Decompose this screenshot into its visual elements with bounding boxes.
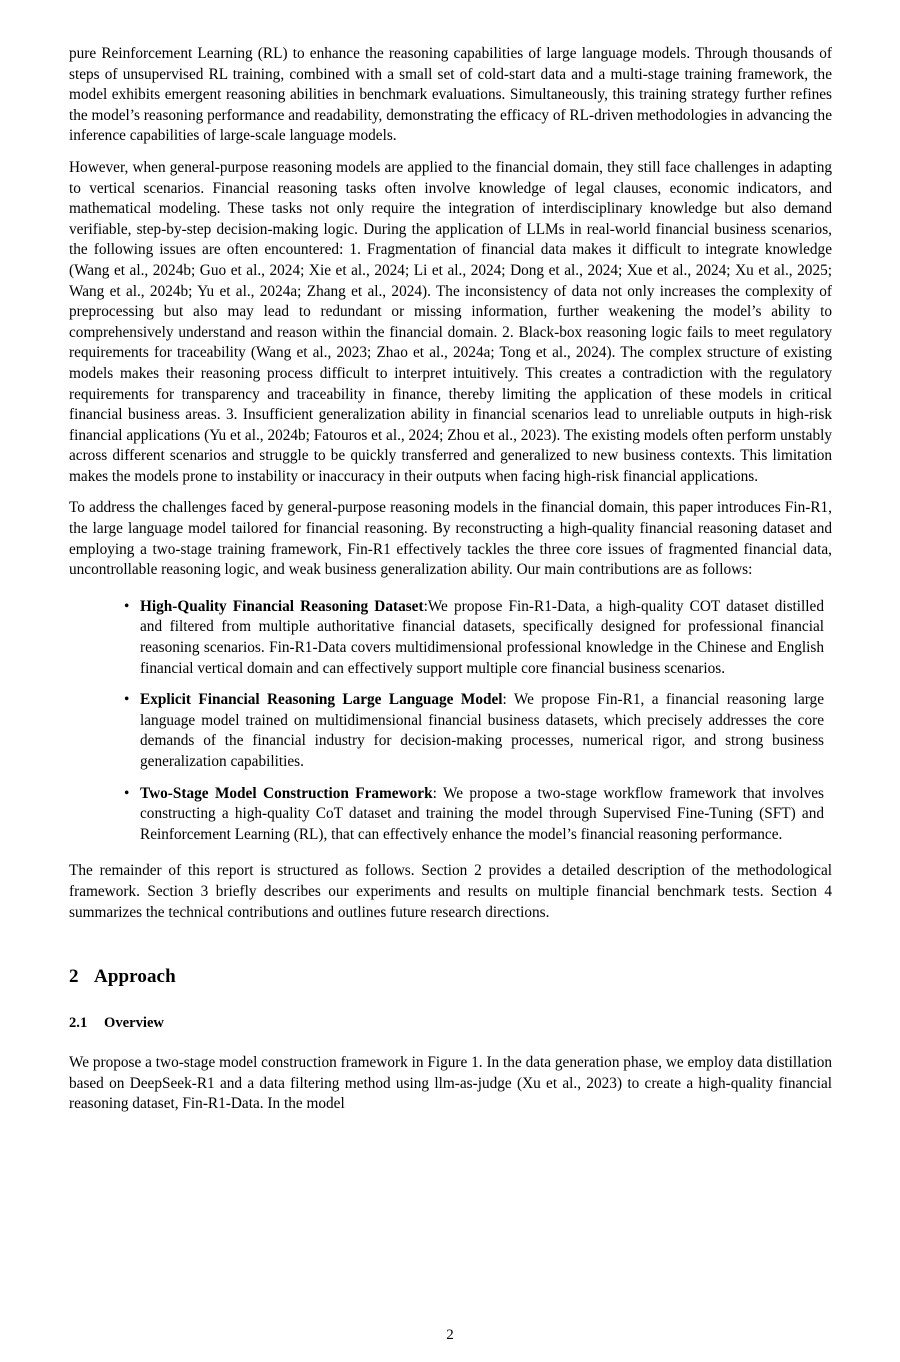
contributions-list — [69, 597, 832, 846]
list-item-lead: Explicit Financial Reasoning Large Language Model — [140, 691, 503, 709]
bullet-icon: • — [124, 784, 130, 802]
subsection-heading-overview — [69, 1014, 832, 1032]
list-item-text: We propose a two-stage workflow framework that involves constructing a high-quality CoT dataset and training the model through Supervised Fine-Tuning (SFT) and Reinforcement Learning (RL), that can effectively enhance the model’s financial reasoning performance. — [140, 784, 824, 843]
paragraph-overview: We propose a two-stage model construction framework in Figure 1. In the data generation phase, we employ data distillation based on DeepSeek-R1 and a data filtering method using llm-as-judge (Xu et al., 2023) to create a high-quality financial reasoning dataset, Fin-R1-Data. In the model — [69, 1054, 832, 1113]
paragraph-contributions-intro: To address the challenges faced by general-purpose reasoning models in the financial domain, this paper introduces Fin-R1, the large language model tailored for financial reasoning. By reconstructing a high-quality financial reasoning dataset and employing a two-stage training framework, Fin-R1 effectively tackles the three core issues of fragmented financial data, uncontrollable reasoning logic, and weak business generalization ability. Our main contributions are as follows: — [69, 499, 832, 579]
list-item-lead: High-Quality Financial Reasoning Dataset — [140, 597, 424, 615]
section-title: Approach — [94, 966, 176, 988]
list-item-text: We propose Fin-R1, a financial reasoning large language model trained on multidimensional financial business datasets, which precisely addresses the core demands of the financial industry for decision-making processes, numerical rigor, and strong business generalization capabilities. — [140, 691, 824, 770]
list-item-separator: : — [502, 691, 514, 709]
list-item — [69, 597, 832, 679]
subsection-spacer — [69, 988, 832, 1014]
list-item-text: We propose Fin-R1-Data, a high-quality COT dataset distilled and filtered from multiple authoritative financial datasets, specifically designed for professional financial reasoning scenarios. Fin-R1-Data covers multidimensional professional knowledge in the Chinese and English financial vertical domain and can effectively support multiple core financial business scenarios. — [140, 597, 824, 677]
subsection-title: Overview — [104, 1015, 164, 1032]
bullet-icon: • — [124, 597, 130, 615]
after-subsection-spacer — [69, 1032, 832, 1053]
page-content — [69, 44, 832, 1115]
section-heading-approach — [69, 966, 832, 988]
paragraph-intro-continued: pure Reinforcement Learning (RL) to enhance the reasoning capabilities of large language models. Through thousands of steps of unsupervised RL training, combined with a small set of cold-start data and a multi-stage training framework, the model exhibits emergent reasoning abilities in benchmark evaluations. Simultaneously, this training strategy further refines the model’s reasoning performance and readability, demonstrating the efficacy of RL-driven methodologies in advancing the inference capabilities of large-scale language models. — [69, 45, 832, 145]
page-number: 2 — [446, 1327, 454, 1343]
section-spacer — [69, 934, 832, 966]
paragraph-report-structure: The remainder of this report is structured as follows. Section 2 provides a detailed description of the methodological framework. Section 3 briefly describes our experiments and results on multiple financial benchmark tests. Section 4 summarizes the technical contributions and outlines future research directions. — [69, 862, 832, 921]
list-item-separator: : — [423, 597, 428, 615]
paragraph-challenges: However, when general-purpose reasoning models are applied to the financial domain, they still face challenges in adapting to vertical scenarios. Financial reasoning tasks often involve knowledge of legal clauses, economic indicators, and mathematical modeling. These tasks not only require the integration of interdisciplinary knowledge but also demand verifiable, step-by-step decision-making logic. During the application of LLMs in real-world financial business scenarios, the following issues are often encountered: 1. Fragmentation of financial data makes it difficult to integrate knowledge (Wang et al., 2024b; Guo et al., 2024; Xie et al., 2024; Li et al., 2024; Dong et al., 2024; Xue et al., 2024; Xu et al., 2025; Wang et al., 2024b; Yu et al., 2024a; Zhang et al., 2024). The inconsistency of data not only increases the complexity of preprocessing but also may lead to redundant or missing information, further weakening the model’s ability to comprehensively understand and reason within the financial domain. 2. Black-box reasoning logic fails to meet regulatory requirements for traceability (Wang et al., 2023; Zhao et al., 2024a; Tong et al., 2024). The complex structure of existing models makes their reasoning process difficult to interpret intuitively. This creates a contradiction with the regulatory requirements for transparency and traceability in finance, thereby limiting the application of these models in critical financial business areas. 3. Insufficient generalization ability in financial scenarios lead to unreliable outputs in high-risk financial applications (Yu et al., 2024b; Fatouros et al., 2024; Zhou et al., 2023). The existing models often perform unstably across different scenarios and struggle to be quickly transferred and generalized to new business contexts. This limitation makes the models prone to instability or inaccuracy in their outputs when facing high-risk financial applications. — [69, 158, 832, 485]
section-number: 2 — [69, 966, 79, 988]
list-item-separator: : — [432, 784, 443, 802]
list-item — [69, 784, 832, 846]
list-item — [69, 690, 832, 772]
subsection-number: 2.1 — [69, 1015, 88, 1032]
list-item-lead: Two-Stage Model Construction Framework — [140, 784, 433, 802]
bullet-icon: • — [124, 691, 130, 709]
